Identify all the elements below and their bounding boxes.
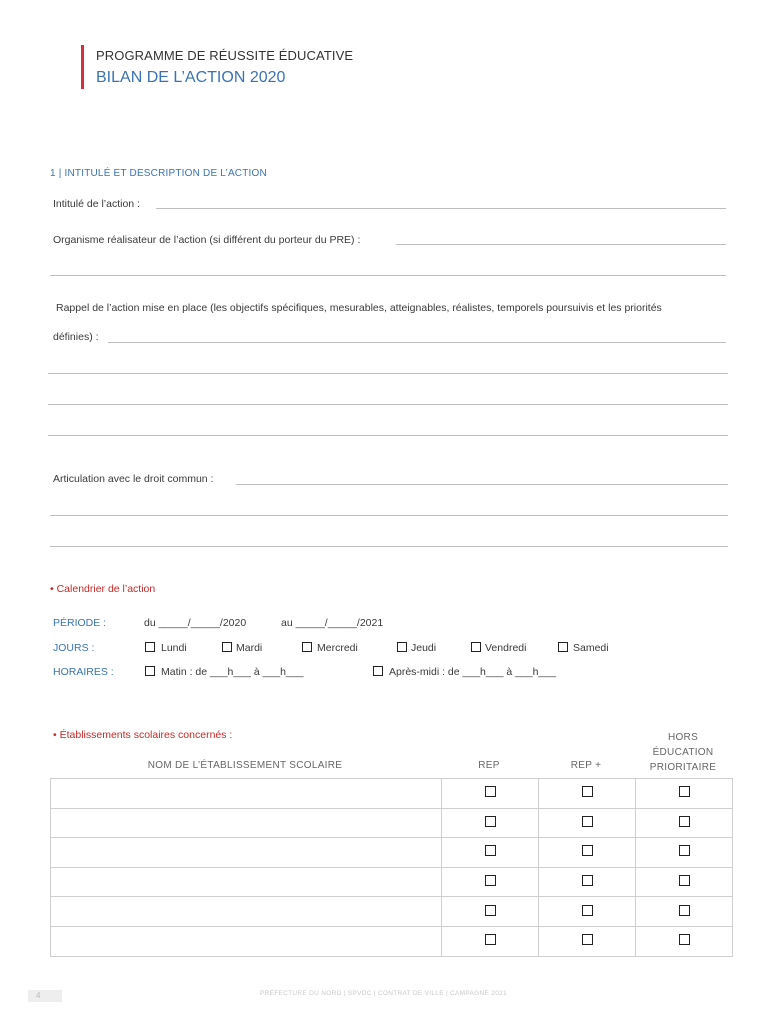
rappel-field-line-3[interactable] bbox=[48, 404, 728, 405]
header-accent-bar bbox=[81, 45, 84, 89]
day-label-samedi: Samedi bbox=[573, 642, 609, 654]
organisme-field-continued[interactable] bbox=[50, 275, 726, 276]
hors-line-2: ÉDUCATION bbox=[652, 747, 714, 758]
etablissement-name-cell[interactable] bbox=[51, 867, 442, 897]
table-row bbox=[51, 838, 733, 868]
checkbox-rep-plus[interactable] bbox=[582, 875, 593, 886]
footer-text: PRÉFECTURE DU NORD | SPVDC | CONTRAT DE VILLE | CAMPAGNE 2021 bbox=[260, 990, 507, 997]
day-label-vendredi: Vendredi bbox=[485, 642, 527, 654]
rep-cell bbox=[442, 779, 539, 809]
checkbox-hors[interactable] bbox=[679, 875, 690, 886]
horaires-label: HORAIRES : bbox=[53, 666, 114, 678]
etablissement-name-cell[interactable] bbox=[51, 808, 442, 838]
section-heading-intitule: 1 | INTITULÉ ET DESCRIPTION DE L’ACTION bbox=[50, 168, 267, 179]
rappel-label-continued: définies) : bbox=[53, 331, 99, 343]
rep-plus-cell bbox=[539, 838, 636, 868]
programme-label: PROGRAMME DE RÉUSSITE ÉDUCATIVE bbox=[96, 48, 354, 63]
checkbox-rep-plus[interactable] bbox=[582, 845, 593, 856]
checkbox-rep-plus[interactable] bbox=[582, 816, 593, 827]
rappel-field-line-4[interactable] bbox=[48, 435, 728, 436]
hors-cell bbox=[636, 808, 733, 838]
etablissement-name-cell[interactable] bbox=[51, 926, 442, 956]
checkbox-apres-midi[interactable] bbox=[373, 666, 383, 676]
checkbox-rep[interactable] bbox=[485, 816, 496, 827]
table-row bbox=[51, 779, 733, 809]
articulation-label: Articulation avec le droit commun : bbox=[53, 473, 214, 485]
matin-hours-field[interactable]: Matin : de ___h___ à ___h___ bbox=[161, 666, 304, 678]
rappel-field[interactable] bbox=[108, 342, 726, 343]
checkbox-matin[interactable] bbox=[145, 666, 155, 676]
checkbox-rep-plus[interactable] bbox=[582, 905, 593, 916]
checkbox-rep[interactable] bbox=[485, 786, 496, 797]
checkbox-rep[interactable] bbox=[485, 845, 496, 856]
calendrier-heading: • Calendrier de l’action bbox=[50, 583, 156, 595]
hors-cell bbox=[636, 867, 733, 897]
organisme-label: Organisme réalisateur de l’action (si différent du porteur du PRE) : bbox=[53, 234, 361, 246]
hors-cell bbox=[636, 926, 733, 956]
rep-plus-cell bbox=[539, 779, 636, 809]
day-label-mardi: Mardi bbox=[236, 642, 263, 654]
etablissements-table bbox=[50, 778, 733, 957]
page-number-bar bbox=[28, 990, 62, 1002]
rappel-field-line-2[interactable] bbox=[48, 373, 728, 374]
etablissement-name-cell[interactable] bbox=[51, 779, 442, 809]
checkbox-hors[interactable] bbox=[679, 816, 690, 827]
rep-plus-cell bbox=[539, 897, 636, 927]
table-row bbox=[51, 867, 733, 897]
table-row bbox=[51, 808, 733, 838]
hors-line-3: PRIORITAIRE bbox=[649, 762, 717, 773]
articulation-field-line-3[interactable] bbox=[50, 546, 728, 547]
checkbox-rep-plus[interactable] bbox=[582, 934, 593, 945]
rep-plus-cell bbox=[539, 808, 636, 838]
checkbox-rep-plus[interactable] bbox=[582, 786, 593, 797]
page-title: BILAN DE L’ACTION 2020 bbox=[96, 69, 286, 86]
hors-cell bbox=[636, 838, 733, 868]
day-label-mercredi: Mercredi bbox=[317, 642, 358, 654]
day-label-lundi: Lundi bbox=[161, 642, 187, 654]
page-number: 4 bbox=[36, 991, 41, 1000]
column-header-rep: REP bbox=[478, 760, 500, 771]
checkbox-hors[interactable] bbox=[679, 934, 690, 945]
table-row bbox=[51, 897, 733, 927]
periode-label: PÉRIODE : bbox=[53, 617, 107, 629]
jours-label: JOURS : bbox=[53, 642, 95, 654]
checkbox-mardi[interactable] bbox=[222, 642, 232, 652]
rep-cell bbox=[442, 897, 539, 927]
rep-cell bbox=[442, 808, 539, 838]
apres-midi-hours-field[interactable]: Après-midi : de ___h___ à ___h___ bbox=[389, 666, 556, 678]
day-label-jeudi: Jeudi bbox=[411, 642, 437, 654]
rappel-label: Rappel de l’action mise en place (les objectifs spécifiques, mesurables, atteignables, réalistes, temporels poursuivis et les priorités bbox=[56, 302, 662, 314]
articulation-field-line-2[interactable] bbox=[50, 515, 728, 516]
checkbox-samedi[interactable] bbox=[558, 642, 568, 652]
hors-cell bbox=[636, 779, 733, 809]
checkbox-jeudi[interactable] bbox=[397, 642, 407, 652]
organisme-field[interactable] bbox=[396, 244, 726, 245]
intitule-field[interactable] bbox=[156, 208, 726, 209]
etablissement-name-cell[interactable] bbox=[51, 897, 442, 927]
checkbox-lundi[interactable] bbox=[145, 642, 155, 652]
rep-cell bbox=[442, 867, 539, 897]
column-header-rep-plus: REP + bbox=[570, 760, 602, 771]
checkbox-rep[interactable] bbox=[485, 905, 496, 916]
checkbox-hors[interactable] bbox=[679, 905, 690, 916]
table-row bbox=[51, 926, 733, 956]
rep-plus-cell bbox=[539, 867, 636, 897]
periode-au-field[interactable]: au _____/_____/2021 bbox=[281, 617, 384, 629]
hors-line-1: HORS bbox=[667, 732, 699, 743]
rep-plus-cell bbox=[539, 926, 636, 956]
checkbox-vendredi[interactable] bbox=[471, 642, 481, 652]
rep-cell bbox=[442, 838, 539, 868]
articulation-field[interactable] bbox=[236, 484, 728, 485]
checkbox-hors[interactable] bbox=[679, 786, 690, 797]
rep-cell bbox=[442, 926, 539, 956]
etablissements-heading: • Établissements scolaires concernés : bbox=[53, 729, 233, 741]
checkbox-rep[interactable] bbox=[485, 875, 496, 886]
hors-cell bbox=[636, 897, 733, 927]
intitule-label: Intitulé de l’action : bbox=[53, 198, 140, 210]
column-header-nom: NOM DE L’ÉTABLISSEMENT SCOLAIRE bbox=[147, 760, 343, 771]
periode-du-field[interactable]: du _____/_____/2020 bbox=[144, 617, 247, 629]
checkbox-mercredi[interactable] bbox=[302, 642, 312, 652]
etablissement-name-cell[interactable] bbox=[51, 838, 442, 868]
checkbox-rep[interactable] bbox=[485, 934, 496, 945]
checkbox-hors[interactable] bbox=[679, 845, 690, 856]
column-header-hors-education-prioritaire bbox=[635, 730, 731, 775]
